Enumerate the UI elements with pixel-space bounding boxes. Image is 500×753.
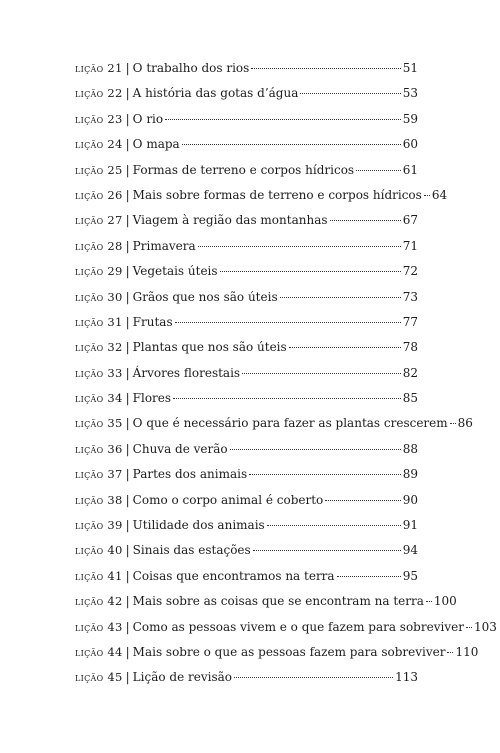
toc-entry[interactable] bbox=[75, 86, 418, 111]
lesson-label: lição 35 bbox=[75, 416, 123, 431]
lesson-label: lição 37 bbox=[75, 467, 123, 482]
separator: | bbox=[125, 644, 130, 659]
lesson-title: Como o corpo animal é coberto bbox=[132, 492, 324, 507]
lesson-label: lição 22 bbox=[75, 86, 123, 101]
dot-leader bbox=[289, 347, 401, 348]
separator: | bbox=[125, 391, 130, 406]
lesson-label: lição 40 bbox=[75, 543, 123, 558]
lesson-label: lição 23 bbox=[75, 111, 123, 126]
lesson-title: Vegetais úteis bbox=[132, 264, 218, 279]
lesson-label: lição 34 bbox=[75, 391, 123, 406]
page-number: 53 bbox=[402, 86, 418, 101]
dot-leader bbox=[165, 119, 401, 120]
dot-leader bbox=[466, 627, 472, 628]
page-number: 78 bbox=[402, 340, 418, 355]
separator: | bbox=[125, 314, 130, 329]
separator: | bbox=[125, 543, 130, 558]
page-number: 95 bbox=[402, 568, 418, 583]
separator: | bbox=[125, 61, 130, 75]
toc-entry[interactable] bbox=[75, 670, 418, 695]
lesson-label: lição 31 bbox=[75, 314, 123, 329]
toc-entry[interactable] bbox=[75, 619, 497, 645]
lesson-title: Grãos que nos são úteis bbox=[132, 289, 278, 304]
lesson-label: lição 33 bbox=[75, 365, 123, 380]
dot-leader bbox=[426, 601, 432, 602]
lesson-title: Mais sobre o que as pessoas fazem para sobreviver bbox=[132, 644, 446, 659]
lesson-title: Mais sobre as coisas que se encontram na terra bbox=[132, 594, 424, 609]
table-of-contents bbox=[75, 61, 497, 696]
dot-leader bbox=[330, 220, 401, 221]
lesson-label: lição 42 bbox=[75, 594, 123, 609]
lesson-label: lição 26 bbox=[75, 187, 123, 202]
lesson-title: Formas de terreno e corpos hídricos bbox=[132, 162, 355, 177]
lesson-label: lição 29 bbox=[75, 264, 123, 279]
toc-entry[interactable] bbox=[75, 264, 418, 289]
dot-leader bbox=[234, 677, 393, 678]
separator: | bbox=[125, 289, 130, 304]
toc-entry[interactable] bbox=[75, 315, 418, 340]
separator: | bbox=[125, 568, 130, 583]
lesson-title: O rio bbox=[132, 111, 164, 126]
toc-entry[interactable] bbox=[75, 391, 418, 416]
lesson-title: O trabalho dos rios bbox=[132, 61, 250, 75]
page-number: 110 bbox=[455, 644, 479, 659]
lesson-title: O mapa bbox=[132, 137, 180, 152]
lesson-title: Plantas que nos são úteis bbox=[132, 340, 287, 355]
dot-leader bbox=[182, 144, 401, 145]
separator: | bbox=[125, 340, 130, 355]
lesson-label: lição 41 bbox=[75, 568, 123, 583]
page-number: 88 bbox=[402, 441, 418, 456]
page-number: 91 bbox=[402, 518, 418, 533]
page-number: 100 bbox=[433, 594, 457, 609]
lesson-title: Lição de revisão bbox=[132, 670, 232, 685]
lesson-title: Utilidade dos animais bbox=[132, 518, 265, 533]
page-number: 86 bbox=[457, 416, 473, 431]
dot-leader bbox=[220, 271, 401, 272]
toc-entry[interactable] bbox=[75, 112, 418, 137]
separator: | bbox=[125, 162, 130, 177]
page-number: 85 bbox=[402, 391, 418, 406]
dot-leader bbox=[253, 550, 401, 551]
page-number: 60 bbox=[402, 137, 418, 152]
separator: | bbox=[125, 264, 130, 279]
lesson-title: A história das gotas d’água bbox=[132, 86, 299, 101]
page-number: 59 bbox=[402, 111, 418, 126]
lesson-title: Primavera bbox=[132, 238, 196, 253]
dot-leader bbox=[249, 474, 401, 475]
lesson-label: lição 28 bbox=[75, 238, 123, 253]
page-number: 51 bbox=[402, 61, 418, 75]
separator: | bbox=[125, 619, 130, 634]
lesson-title: Partes dos animais bbox=[132, 467, 248, 482]
lesson-title: Chuva de verão bbox=[132, 441, 228, 456]
separator: | bbox=[125, 467, 130, 482]
dot-leader bbox=[447, 652, 453, 653]
toc-entry[interactable] bbox=[75, 644, 479, 670]
separator: | bbox=[125, 137, 130, 152]
lesson-title: Viagem à região das montanhas bbox=[132, 213, 328, 228]
page-number: 67 bbox=[402, 213, 418, 228]
lesson-label: lição 30 bbox=[75, 289, 123, 304]
lesson-label: lição 44 bbox=[75, 644, 123, 659]
toc-entry[interactable] bbox=[75, 543, 418, 568]
lesson-title: Sinais das estações bbox=[132, 543, 251, 558]
dot-leader bbox=[173, 398, 401, 399]
separator: | bbox=[125, 416, 130, 431]
dot-leader bbox=[337, 576, 401, 577]
lesson-title: Frutas bbox=[132, 314, 173, 329]
lesson-title: Coisas que encontramos na terra bbox=[132, 568, 335, 583]
lesson-label: lição 25 bbox=[75, 162, 123, 177]
page-number: 71 bbox=[402, 238, 418, 253]
toc-entry[interactable] bbox=[75, 594, 457, 619]
lesson-label: lição 39 bbox=[75, 518, 123, 533]
lesson-title: Árvores florestais bbox=[132, 365, 241, 380]
toc-entry[interactable] bbox=[75, 442, 418, 467]
dot-leader bbox=[300, 93, 400, 94]
dot-leader bbox=[251, 68, 400, 69]
dot-leader bbox=[175, 322, 401, 323]
toc-entry[interactable] bbox=[75, 569, 418, 594]
lesson-label: lição 43 bbox=[75, 619, 123, 634]
separator: | bbox=[125, 670, 130, 685]
dot-leader bbox=[450, 423, 456, 424]
toc-entry[interactable] bbox=[75, 163, 418, 188]
lesson-label: lição 27 bbox=[75, 213, 123, 228]
dot-leader bbox=[325, 500, 400, 501]
page-number: 72 bbox=[402, 264, 418, 279]
toc-entry[interactable] bbox=[75, 213, 418, 238]
dot-leader bbox=[424, 195, 430, 196]
separator: | bbox=[125, 441, 130, 456]
page-number: 113 bbox=[395, 670, 418, 685]
dot-leader bbox=[267, 525, 401, 526]
separator: | bbox=[125, 213, 130, 228]
separator: | bbox=[125, 518, 130, 533]
lesson-title: Como as pessoas vivem e o que fazem para sobreviver bbox=[132, 619, 464, 634]
page-number: 61 bbox=[402, 162, 418, 177]
separator: | bbox=[125, 111, 130, 126]
dot-leader bbox=[198, 246, 401, 247]
toc-entry[interactable] bbox=[75, 467, 418, 492]
lesson-label: lição 32 bbox=[75, 340, 123, 355]
page-number: 90 bbox=[402, 492, 418, 507]
lesson-label: lição 21 bbox=[75, 61, 123, 75]
page-number: 103 bbox=[473, 619, 497, 634]
lesson-title: Flores bbox=[132, 391, 172, 406]
toc-entry[interactable] bbox=[75, 239, 418, 264]
lesson-label: lição 38 bbox=[75, 492, 123, 507]
lesson-label: lição 45 bbox=[75, 670, 123, 685]
page-number: 94 bbox=[402, 543, 418, 558]
separator: | bbox=[125, 365, 130, 380]
toc-entry[interactable] bbox=[75, 416, 473, 441]
page-number: 77 bbox=[402, 314, 418, 329]
separator: | bbox=[125, 492, 130, 507]
toc-entry[interactable] bbox=[75, 518, 418, 543]
dot-leader bbox=[242, 373, 401, 374]
toc-entry[interactable] bbox=[75, 290, 418, 315]
separator: | bbox=[125, 187, 130, 202]
dot-leader bbox=[356, 170, 401, 171]
dot-leader bbox=[230, 449, 401, 450]
dot-leader bbox=[280, 297, 401, 298]
page-number: 82 bbox=[402, 365, 418, 380]
toc-entry[interactable] bbox=[75, 493, 418, 518]
toc-entry[interactable] bbox=[75, 366, 418, 391]
page-number: 73 bbox=[402, 289, 418, 304]
separator: | bbox=[125, 86, 130, 101]
page-number: 64 bbox=[431, 187, 448, 202]
lesson-title: O que é necessário para fazer as plantas crescerem bbox=[132, 416, 448, 431]
page-number: 89 bbox=[402, 467, 418, 482]
lesson-label: lição 36 bbox=[75, 441, 123, 456]
lesson-label: lição 24 bbox=[75, 137, 123, 152]
toc-entry[interactable] bbox=[75, 187, 448, 213]
lesson-title: Mais sobre formas de terreno e corpos hídricos bbox=[132, 187, 422, 202]
toc-entry[interactable] bbox=[75, 137, 418, 162]
toc-entry[interactable] bbox=[75, 340, 418, 365]
separator: | bbox=[125, 238, 130, 253]
toc-entry[interactable] bbox=[75, 61, 418, 86]
separator: | bbox=[125, 594, 130, 609]
